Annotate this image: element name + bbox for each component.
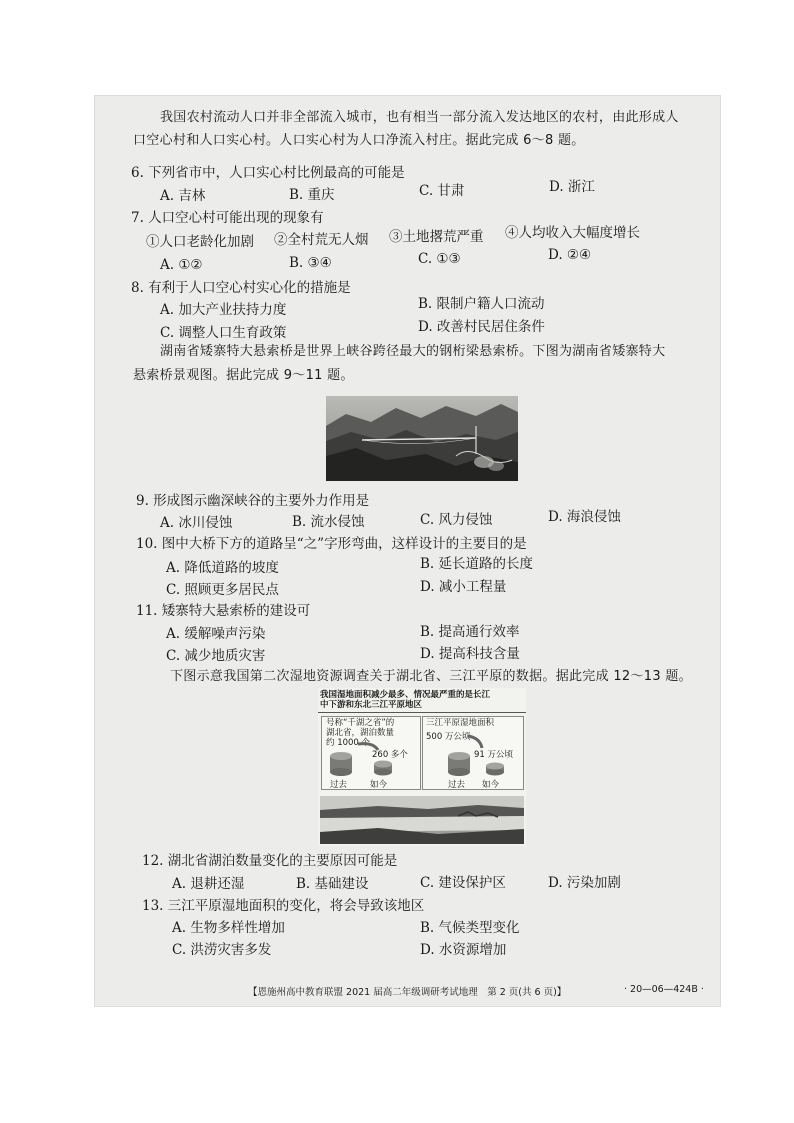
question-9-stem: 9. 形成图示幽深峡谷的主要外力作用是	[136, 493, 370, 509]
q6-option-d: D. 浙江	[549, 179, 595, 195]
q9-option-a: A. 冰川侵蚀	[160, 515, 233, 531]
q6-option-a: A. 吉林	[160, 188, 206, 204]
q7-option-d: D. ②④	[548, 247, 592, 263]
page-footer: 【恩施州高中教育联盟 2021 届高二年级调研考试地理 第 2 页(共 6 页)】	[248, 987, 567, 998]
sanjiang-past-cylinder	[448, 752, 470, 776]
sanjiang-present-label: 如今	[482, 780, 500, 790]
q8-option-c: C. 调整人口生育政策	[160, 325, 287, 341]
q10-option-b: B. 延长道路的长度	[420, 556, 534, 572]
q12-option-d: D. 污染加剧	[548, 875, 621, 891]
q13-option-a: A. 生物多样性增加	[172, 920, 285, 936]
exam-code: · 20—06—424B ·	[624, 984, 704, 995]
intro-9-11-line1: 湖南省矮寨特大悬索桥是世界上峡谷跨径最大的钢桁梁悬索桥。下图为湖南省矮寨特大	[160, 344, 666, 359]
hubei-now-value: 260 多个	[372, 750, 408, 760]
q7-item-4: ④人均收入大幅度增长	[505, 225, 640, 241]
intro-9-11-line2: 悬索桥景观图。据此完成 9～11 题。	[133, 368, 354, 383]
q12-option-a: A. 退耕还湿	[172, 876, 245, 892]
q8-option-d: D. 改善村民居住条件	[418, 319, 545, 335]
hubei-text-line3: 约 1000 个	[326, 738, 371, 748]
q10-option-a: A. 降低道路的坡度	[166, 560, 279, 576]
q12-option-c: C. 建设保护区	[420, 875, 506, 891]
wetland-data-figure	[318, 688, 526, 846]
figure-title-line2: 中下游和东北三江平原地区	[320, 700, 423, 710]
q9-option-d: D. 海浪侵蚀	[548, 509, 621, 525]
hubei-text-line1: 号称“千湖之省”的	[326, 718, 395, 728]
intro-12-13: 下图示意我国第二次湿地资源调查关于湖北省、三江平原的数据。据此完成 12～13 题。	[170, 669, 692, 684]
q8-option-b: B. 限制户籍人口流动	[418, 296, 545, 312]
q10-option-d: D. 减小工程量	[420, 579, 507, 595]
hubei-now-cylinder	[374, 761, 392, 776]
figure-title-line1: 我国湿地面积减少最多、情况最严重的是长江	[320, 690, 491, 700]
hubei-past-label: 过去	[330, 780, 348, 790]
cylinder-graphics	[318, 688, 526, 846]
bridge-landscape-photo	[326, 396, 518, 481]
q7-option-a: A. ①②	[160, 257, 203, 273]
question-13-stem: 13. 三江平原湿地面积的变化，将会导致该地区	[142, 898, 425, 914]
sanjiang-now-cylinder	[486, 763, 504, 776]
hubei-decrease-arrow	[358, 744, 378, 750]
hubei-present-label: 如今	[370, 780, 388, 790]
question-6-stem: 6. 下列省市中，人口实心村比例最高的可能是	[131, 165, 405, 181]
sanjiang-past-label: 过去	[448, 780, 466, 790]
question-7-stem: 7. 人口空心村可能出现的现象有	[131, 210, 324, 226]
q11-option-d: D. 提高科技含量	[420, 646, 520, 662]
q11-option-c: C. 减少地质灾害	[166, 648, 266, 664]
q7-item-3: ③土地撂荒严重	[389, 229, 484, 245]
q11-option-a: A. 缓解噪声污染	[166, 626, 266, 642]
question-12-stem: 12. 湖北省湖泊数量变化的主要原因可能是	[142, 853, 398, 869]
q8-option-a: A. 加大产业扶持力度	[160, 302, 287, 318]
sanjiang-decrease-arrow	[468, 736, 482, 748]
q13-option-c: C. 洪涝灾害多发	[172, 942, 272, 958]
q11-option-b: B. 提高通行效率	[420, 624, 520, 640]
question-10-stem: 10. 图中大桥下方的道路呈“之”字形弯曲，这样设计的主要目的是	[136, 536, 527, 552]
q6-option-b: B. 重庆	[289, 187, 335, 203]
sanjiang-text-line1: 三江平原湿地面积	[426, 718, 495, 728]
q7-option-c: C. ①③	[418, 251, 461, 267]
intro-6-8-line2: 口空心村和人口实心村。人口实心村为人口净流入村庄。据此完成 6～8 题。	[133, 133, 585, 148]
q7-option-b: B. ③④	[289, 255, 332, 271]
q13-option-d: D. 水资源增加	[420, 942, 507, 958]
wetland-photo	[320, 796, 524, 844]
question-8-stem: 8. 有利于人口空心村实心化的措施是	[131, 280, 351, 296]
q13-option-b: B. 气候类型变化	[420, 920, 520, 936]
q7-item-2: ②全村荒无人烟	[274, 232, 369, 248]
hubei-past-cylinder	[330, 752, 352, 776]
hubei-text-line2: 湖北省，湖泊数量	[326, 728, 395, 738]
intro-6-8-line1: 我国农村流动人口并非全部流入城市，也有相当一部分流入发达地区的农村，由此形成人	[160, 110, 679, 125]
q12-option-b: B. 基础建设	[296, 876, 369, 892]
q9-option-b: B. 流水侵蚀	[292, 514, 365, 530]
sanjiang-now-value: 91 万公顷	[474, 750, 514, 760]
q9-option-c: C. 风力侵蚀	[420, 512, 493, 528]
sanjiang-text-line2: 500 万公顷	[426, 732, 471, 742]
question-11-stem: 11. 矮寨特大悬索桥的建设可	[136, 603, 311, 619]
q6-option-c: C. 甘肃	[419, 183, 465, 199]
q7-item-1: ①人口老龄化加剧	[146, 234, 254, 250]
q10-option-c: C. 照顾更多居民点	[166, 582, 279, 598]
